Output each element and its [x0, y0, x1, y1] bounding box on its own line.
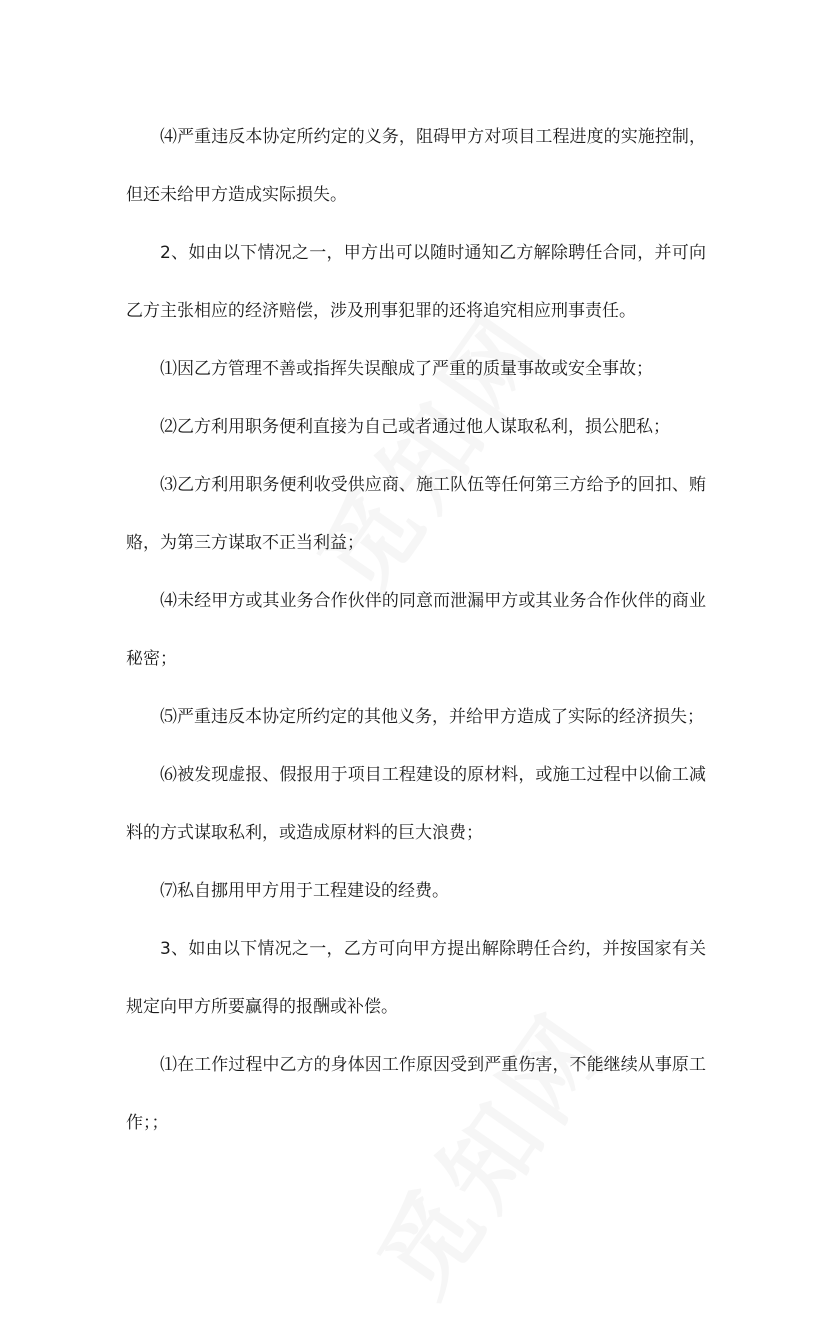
paragraph-sub-item-1: ⑴在工作过程中乙方的身体因工作原因受到严重伤害，不能继续从事原工作；；: [126, 1055, 706, 1133]
paragraph-item-5: ⑸严重违反本协定所约定的其他义务，并给甲方造成了实际的经济损失；: [160, 707, 704, 727]
paragraph-section-2: 2、如由以下情况之一，甲方出可以随时通知乙方解除聘任合同，并可向乙方主张相应的经济赔偿，涉及刑事犯罪的还将追究相应刑事责任。: [126, 243, 706, 321]
paragraph-clause-4: ⑷严重违反本协定所约定的义务，阻碍甲方对项目工程进度的实施控制，但还未给甲方造成实际损失。: [126, 127, 706, 205]
paragraph-item-7: ⑺私自挪用甲方用于工程建设的经费。: [160, 881, 449, 901]
paragraph-item-3: ⑶乙方利用职务便利收受供应商、施工队伍等任何第三方给予的回扣、贿赂，为第三方谋取不正当利益；: [126, 475, 706, 553]
paragraph-item-2: ⑵乙方利用职务便利直接为自己或者通过他人谋取私利，损公肥私；: [160, 417, 670, 437]
paragraph-item-1: ⑴因乙方管理不善或指挥失误酿成了严重的质量事故或安全事故；: [160, 359, 653, 379]
paragraph-section-3: 3、如由以下情况之一，乙方可向甲方提出解除聘任合约，并按国家有关规定向甲方所要赢得的报酬或补偿。: [126, 939, 706, 1017]
document-body: [126, 108, 706, 1152]
paragraph-item-4: ⑷未经甲方或其业务合作伙伴的同意而泄漏甲方或其业务合作伙伴的商业秘密；: [126, 591, 706, 669]
paragraph-item-6: ⑹被发现虚报、假报用于项目工程建设的原材料，或施工过程中以偷工减料的方式谋取私利，或造成原材料的巨大浪费；: [126, 765, 706, 843]
